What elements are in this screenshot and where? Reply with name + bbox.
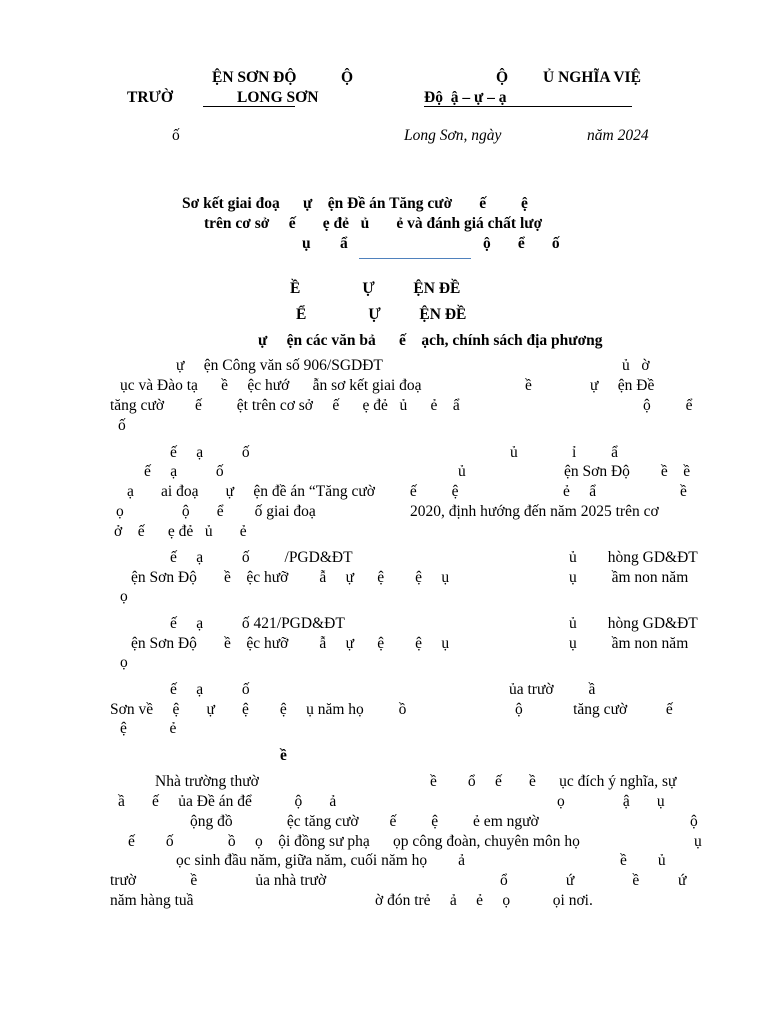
- p2-line5: ở ế ẹ đẻ ủ ẻ: [114, 523, 247, 540]
- p6-line6-b: ổ ứ ề ứ: [500, 872, 687, 889]
- header-org-line1: ỆN SƠN ĐỘ: [212, 69, 297, 86]
- p5-line3: ệ ẻ: [120, 720, 177, 737]
- p6-line4-a: ế ố ồ ọ ội đồng sư phạ ọp công đoàn, chuyên môn họ: [128, 833, 580, 850]
- title-line3-b: ẩ: [340, 235, 348, 252]
- p6-line1-b: ề ổ ế ề ục đích ý nghĩa, sự: [430, 773, 677, 790]
- header-right-underline: [424, 106, 632, 107]
- p6-line5-a: ọc sinh đầu năm, giữa năm, cuối năm họ ả: [176, 852, 466, 869]
- p6-line4-b: ụ: [694, 833, 702, 850]
- p6-line2-a: ầ ế ủa Đề án để ộ ả: [118, 793, 337, 810]
- title-underline: [359, 258, 471, 259]
- title-line3-a: ụ: [302, 235, 311, 252]
- p2-line4-b: 2020, định hướng đến năm 2025 trên cơ: [410, 503, 659, 520]
- p4-line2-b: ụ ầm non năm: [569, 635, 689, 652]
- section-heading-3: ự ện các văn bả ế ạch, chính sách địa phương: [258, 332, 603, 349]
- p1-line3-b: ộ ể: [643, 397, 693, 414]
- p6-line3-a: ộng đồ ệc tăng cườ ế ệ ẻ em ngườ: [190, 813, 539, 830]
- p2-line3-a: ạ ai đoạ ự ện đề án “Tăng cườ ế ệ: [127, 483, 459, 500]
- p5-line2-a: Sơn về ệ ự ệ ệ ụ năm họ ồ: [110, 701, 407, 718]
- p2-line2-b: ủ: [458, 463, 466, 480]
- p1-line2-a: ục và Đào tạ ề ệc hướ ẫn sơ kết giai đoạ: [120, 377, 422, 394]
- p6-line7-a: năm hàng tuầ: [110, 892, 194, 909]
- p4-line3: ọ: [120, 654, 128, 671]
- p3-line1-a: ế ạ ố /PGD&ĐT: [170, 549, 353, 566]
- p4-line1-a: ế ạ ố 421/PGD&ĐT: [170, 615, 345, 632]
- title-line2: trên cơ sở ế ẹ đẻ ủ ẻ và đánh giá chất lượ: [204, 215, 543, 232]
- section-heading-2: Ể Ự ỆN ĐỀ: [296, 306, 467, 323]
- p2-line1-b: ủ ỉ ẩ: [510, 444, 619, 461]
- p1-line4: ố: [118, 417, 126, 434]
- header-org-line1-b: Ộ: [341, 69, 354, 86]
- p5-line1-b: ủa trườ ầ: [509, 681, 596, 698]
- header-national-line1-b: Ủ NGHĨA VIỆ: [543, 69, 641, 86]
- p1-line1-b: ủ ờ: [622, 357, 650, 374]
- p3-line1-b: ủ hòng GD&ĐT: [569, 549, 698, 566]
- p5-line2-b: ộ tăng cườ ế: [515, 701, 673, 718]
- p2-line2-a: ế ạ ố: [144, 463, 224, 480]
- p2-line4-a: ọ ộ ể ố giai đoạ: [116, 503, 316, 520]
- p6-line7-b: ờ đón trẻ ả ẻ ọ ọi nơi.: [375, 892, 593, 909]
- section-heading-1: Ề Ự ỆN ĐỀ: [290, 280, 461, 297]
- header-place-date-a: Long Sơn, ngày: [404, 127, 502, 144]
- p3-line3: ọ: [120, 588, 128, 605]
- p4-line2-a: ện Sơn Độ ề ệc hưỡ ẫ ự ệ ệ ụ: [131, 635, 450, 652]
- p6-line6-a: trườ ề ủa nhà trườ: [110, 872, 327, 889]
- p6-line5-b: ề ủ: [620, 852, 666, 869]
- p1-line2-b: ề ự ện Đề: [525, 377, 655, 394]
- header-school-name-b: LONG SƠN: [237, 89, 319, 106]
- p1-line3-a: tăng cườ ế ệt trên cơ sở ế ẹ đẻ ủ ẻ ẩ: [110, 397, 460, 414]
- header-place-date-b: năm 2024: [587, 127, 649, 144]
- header-motto: Độ ậ – ự – ạ: [424, 89, 507, 106]
- title-line3-c: ộ ể ố: [483, 235, 560, 252]
- p2-line3-c: ề: [680, 483, 687, 500]
- p2-line3-b: ẻ ẩ: [563, 483, 597, 500]
- p3-line2-a: ện Sơn Độ ề ệc hưỡ ẫ ự ệ ệ ụ: [131, 569, 450, 586]
- title-line1: Sơ kết giai đoạ ự ện Đề án Tăng cườ ế ệ: [182, 195, 528, 212]
- p4-line1-b: ủ hòng GD&ĐT: [569, 615, 698, 632]
- p3-line2-b: ụ ầm non năm: [569, 569, 689, 586]
- header-national-line1-a: Ộ: [496, 69, 509, 86]
- p5-line1-a: ế ạ ố: [170, 681, 250, 698]
- p6-line3-b: ộ: [690, 813, 698, 830]
- p2-line1-a: ế ạ ố: [170, 444, 250, 461]
- p6-line1-a: Nhà trường thườ: [155, 773, 259, 790]
- header-left-underline: [203, 106, 295, 107]
- p1-line1-a: ự ện Công văn số 906/SGDĐT: [176, 357, 383, 374]
- header-school-name-a: TRƯỜ: [127, 89, 173, 106]
- header-doc-number: ố: [172, 127, 180, 144]
- sub-heading: ề: [280, 747, 287, 764]
- p2-line2-c: ện Sơn Độ ề ề: [564, 463, 691, 480]
- p6-line2-b: ọ ậ ụ: [557, 793, 665, 810]
